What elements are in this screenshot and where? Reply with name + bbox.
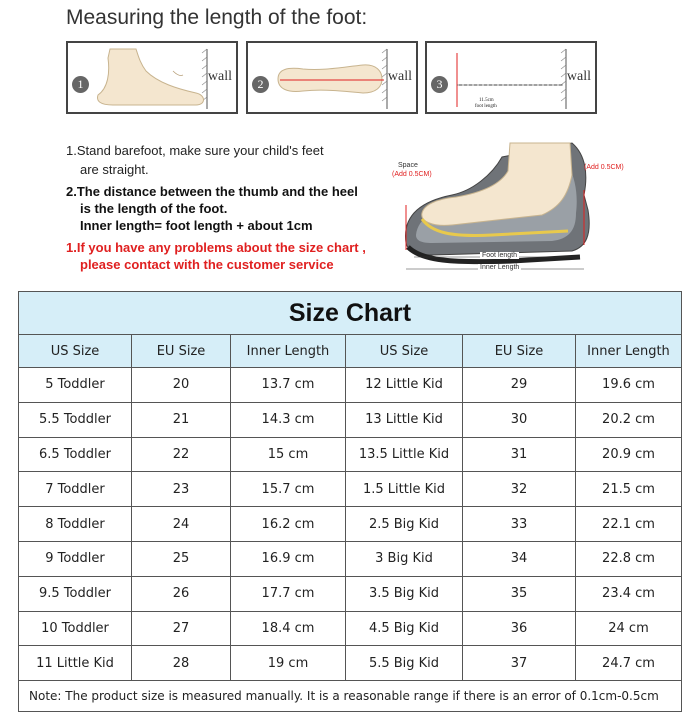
page-heading: Measuring the length of the foot: bbox=[66, 6, 368, 29]
table-cell: 13.7 cm bbox=[231, 368, 346, 403]
table-cell: 14.3 cm bbox=[231, 402, 346, 437]
size-chart-title: Size Chart bbox=[19, 292, 682, 335]
table-cell: 30 bbox=[463, 402, 576, 437]
inner-length-label: Inner Length bbox=[480, 264, 520, 271]
table-cell: 22.1 cm bbox=[576, 507, 682, 542]
table-cell: 1.5 Little Kid bbox=[346, 472, 463, 507]
foot-length-label: Foot length bbox=[482, 252, 518, 259]
table-cell: 20.9 cm bbox=[576, 437, 682, 472]
table-row bbox=[19, 402, 682, 437]
table-cell: 34 bbox=[463, 541, 576, 576]
right-add-text: (Add 0.5CM) bbox=[584, 164, 624, 171]
table-cell: 16.9 cm bbox=[231, 541, 346, 576]
table-cell: 11 Little Kid bbox=[19, 646, 132, 681]
table-cell: 19 cm bbox=[231, 646, 346, 681]
table-cell: 37 bbox=[463, 646, 576, 681]
table-cell: 3 Big Kid bbox=[346, 541, 463, 576]
table-cell: 9.5 Toddler bbox=[19, 576, 132, 611]
table-cell: 23 bbox=[132, 472, 231, 507]
table-row bbox=[19, 507, 682, 542]
ruler-label: 11.5cm bbox=[479, 98, 494, 103]
table-cell: 18.4 cm bbox=[231, 611, 346, 646]
table-cell: 17.7 cm bbox=[231, 576, 346, 611]
table-cell: 6.5 Toddler bbox=[19, 437, 132, 472]
step-2-panel bbox=[246, 41, 418, 114]
instruction-2a: 2.The distance between the thumb and the heel bbox=[66, 184, 358, 199]
table-row bbox=[19, 611, 682, 646]
table-row bbox=[19, 368, 682, 403]
table-cell: 12 Little Kid bbox=[346, 368, 463, 403]
ruler-sublabel: foot length bbox=[475, 104, 497, 109]
instruction-2c: Inner length= foot length + about 1cm bbox=[80, 218, 313, 233]
table-cell: 33 bbox=[463, 507, 576, 542]
table-cell: 24 bbox=[132, 507, 231, 542]
table-cell: 36 bbox=[463, 611, 576, 646]
shoe-cutaway-icon bbox=[392, 135, 692, 280]
table-cell: 23.4 cm bbox=[576, 576, 682, 611]
table-cell: 31 bbox=[463, 437, 576, 472]
table-cell: 24 cm bbox=[576, 611, 682, 646]
step-1-panel bbox=[66, 41, 238, 114]
space-label: Space bbox=[398, 162, 418, 169]
table-cell: 24.7 cm bbox=[576, 646, 682, 681]
table-cell: 10 Toddler bbox=[19, 611, 132, 646]
instruction-3b: please contact with the customer service bbox=[80, 257, 334, 272]
table-row bbox=[19, 541, 682, 576]
table-cell: 32 bbox=[463, 472, 576, 507]
table-cell: 13.5 Little Kid bbox=[346, 437, 463, 472]
col-header: EU Size bbox=[463, 335, 576, 368]
table-cell: 9 Toddler bbox=[19, 541, 132, 576]
instruction-1a: 1.Stand barefoot, make sure your child's feet bbox=[66, 143, 324, 158]
table-cell: 25 bbox=[132, 541, 231, 576]
table-cell: 8 Toddler bbox=[19, 507, 132, 542]
table-cell: 5.5 Big Kid bbox=[346, 646, 463, 681]
table-cell: 20.2 cm bbox=[576, 402, 682, 437]
col-header: Inner Length bbox=[231, 335, 346, 368]
instruction-1b: are straight. bbox=[80, 162, 149, 177]
table-cell: 20 bbox=[132, 368, 231, 403]
step-2-number: 2 bbox=[252, 76, 269, 93]
table-cell: 27 bbox=[132, 611, 231, 646]
table-row bbox=[19, 472, 682, 507]
table-cell: 19.6 cm bbox=[576, 368, 682, 403]
step-1-wall-label: wall bbox=[207, 69, 232, 84]
table-cell: 2.5 Big Kid bbox=[346, 507, 463, 542]
space-add-label bbox=[392, 171, 432, 178]
table-cell: 29 bbox=[463, 368, 576, 403]
table-cell: 13 Little Kid bbox=[346, 402, 463, 437]
col-header: EU Size bbox=[132, 335, 231, 368]
step-3-number: 3 bbox=[431, 76, 448, 93]
table-cell: 4.5 Big Kid bbox=[346, 611, 463, 646]
table-cell: 7 Toddler bbox=[19, 472, 132, 507]
col-header: Inner Length bbox=[576, 335, 682, 368]
table-cell: 5 Toddler bbox=[19, 368, 132, 403]
table-cell: 21.5 cm bbox=[576, 472, 682, 507]
table-cell: 15.7 cm bbox=[231, 472, 346, 507]
step-2-wall-label: wall bbox=[387, 69, 412, 84]
step-1-number: 1 bbox=[72, 76, 89, 93]
table-cell: 15 cm bbox=[231, 437, 346, 472]
table-cell: 16.2 cm bbox=[231, 507, 346, 542]
shoe-diagram bbox=[392, 135, 692, 280]
step-3-panel bbox=[425, 41, 597, 114]
instruction-2b: is the length of the foot. bbox=[80, 201, 228, 216]
table-cell: 22 bbox=[132, 437, 231, 472]
table-cell: 3.5 Big Kid bbox=[346, 576, 463, 611]
table-row bbox=[19, 576, 682, 611]
table-cell: 35 bbox=[463, 576, 576, 611]
space-add-text: (Add 0.5CM) bbox=[392, 171, 432, 178]
table-cell: 21 bbox=[132, 402, 231, 437]
right-add-label bbox=[584, 164, 624, 171]
table-header-row bbox=[19, 335, 682, 368]
table-row bbox=[19, 437, 682, 472]
col-header: US Size bbox=[19, 335, 132, 368]
table-row bbox=[19, 646, 682, 681]
table-cell: 22.8 cm bbox=[576, 541, 682, 576]
table-cell: 28 bbox=[132, 646, 231, 681]
table-note: Note: The product size is measured manually. It is a reasonable range if there is an error of 0.1cm-0.5cm bbox=[19, 681, 682, 712]
col-header: US Size bbox=[346, 335, 463, 368]
step-3-wall-label: wall bbox=[566, 69, 591, 84]
table-cell: 26 bbox=[132, 576, 231, 611]
table-cell: 5.5 Toddler bbox=[19, 402, 132, 437]
instruction-3a: 1.If you have any problems about the size chart , bbox=[66, 240, 366, 255]
size-chart-table bbox=[18, 291, 682, 712]
